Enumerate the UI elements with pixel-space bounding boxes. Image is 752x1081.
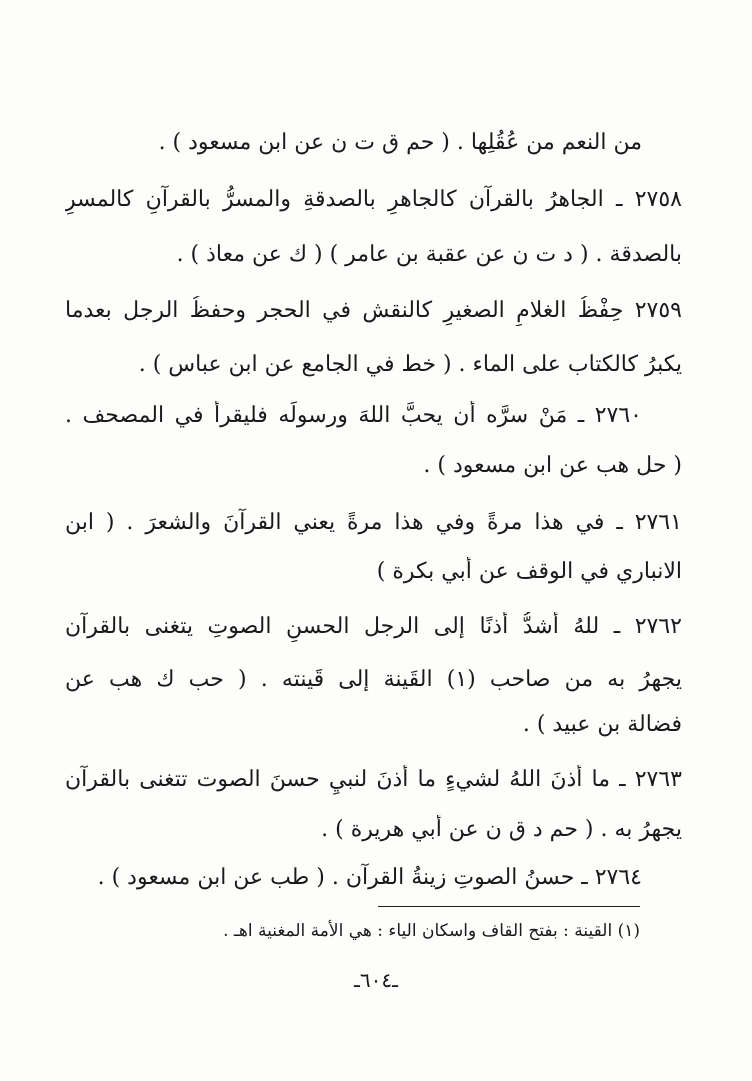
- text-line-1: من النعم من عُقُلِها . ( حم ق ت ن عن ابن مسعود ) .: [158, 130, 642, 155]
- hadith-2759-line-2: يكبرُ كالكتاب على الماء . ( خط في الجامع عن ابن عباس ) .: [138, 352, 682, 377]
- hadith-2763-line-2: يجهرُ به . ( حم د ق ن عن أبي هريرة ) .: [321, 817, 682, 842]
- footnote-divider: [378, 906, 640, 907]
- hadith-2759-line-1: ٢٧٥٩ حِفْظُ الغلامِ الصغيرِ كالنقش في الحجر وحفظُ الرجل بعدما: [65, 298, 682, 323]
- hadith-2758-line-1: ٢٧٥٨ ـ الجاهرُ بالقرآن كالجاهرِ بالصدقةِ والمسرُّ بالقرآنِ كالمسرِ: [65, 187, 682, 212]
- hadith-2758-line-2: بالصدقة . ( د ت ن عن عقبة بن عامر ) ( ك عن معاذ ) .: [176, 242, 682, 267]
- hadith-2760-line-1: ٢٧٦٠ ـ مَنْ سرَّه أن يحبَّ اللهَ ورسولَه فليقرأ في المصحف .: [65, 403, 642, 428]
- footnote: (١) القينة : بفتح القاف واسكان الياء : هي الأمة المغنية اهـ .: [223, 921, 640, 941]
- hadith-2762-line-1: ٢٧٦٢ ـ للهُ أشدُّ أذنًا إلى الرجل الحسنِ الصوتِ يتغنى بالقرآن: [65, 614, 682, 639]
- page-number: ـ٦٠٤ـ: [354, 968, 398, 992]
- hadith-2762-line-3: فضالة بن عبيد ) .: [522, 712, 682, 737]
- hadith-2764-line-1: ٢٧٦٤ ـ حسنُ الصوتِ زينةُ القرآن . ( طب عن ابن مسعود ) .: [97, 865, 642, 890]
- hadith-2763-line-1: ٢٧٦٣ ـ ما أذنَ اللهُ لشيءٍ ما أذنَ لنبيٍ حسنَ الصوت تتغنى بالقرآن: [65, 767, 682, 792]
- hadith-2762-line-2: يجهرُ به من صاحب (١) القَينة إلى قَينته . ( حب ك هب عن: [65, 667, 682, 692]
- hadith-2760-line-2: ( حل هب عن ابن مسعود ) .: [423, 453, 682, 478]
- hadith-2761-line-1: ٢٧٦١ ـ في هذا مرةً وفي هذا مرةً يعني القرآنَ والشعرَ . ( ابن: [65, 510, 682, 535]
- hadith-2761-line-2: الانباري في الوقف عن أبي بكرة ): [376, 559, 682, 584]
